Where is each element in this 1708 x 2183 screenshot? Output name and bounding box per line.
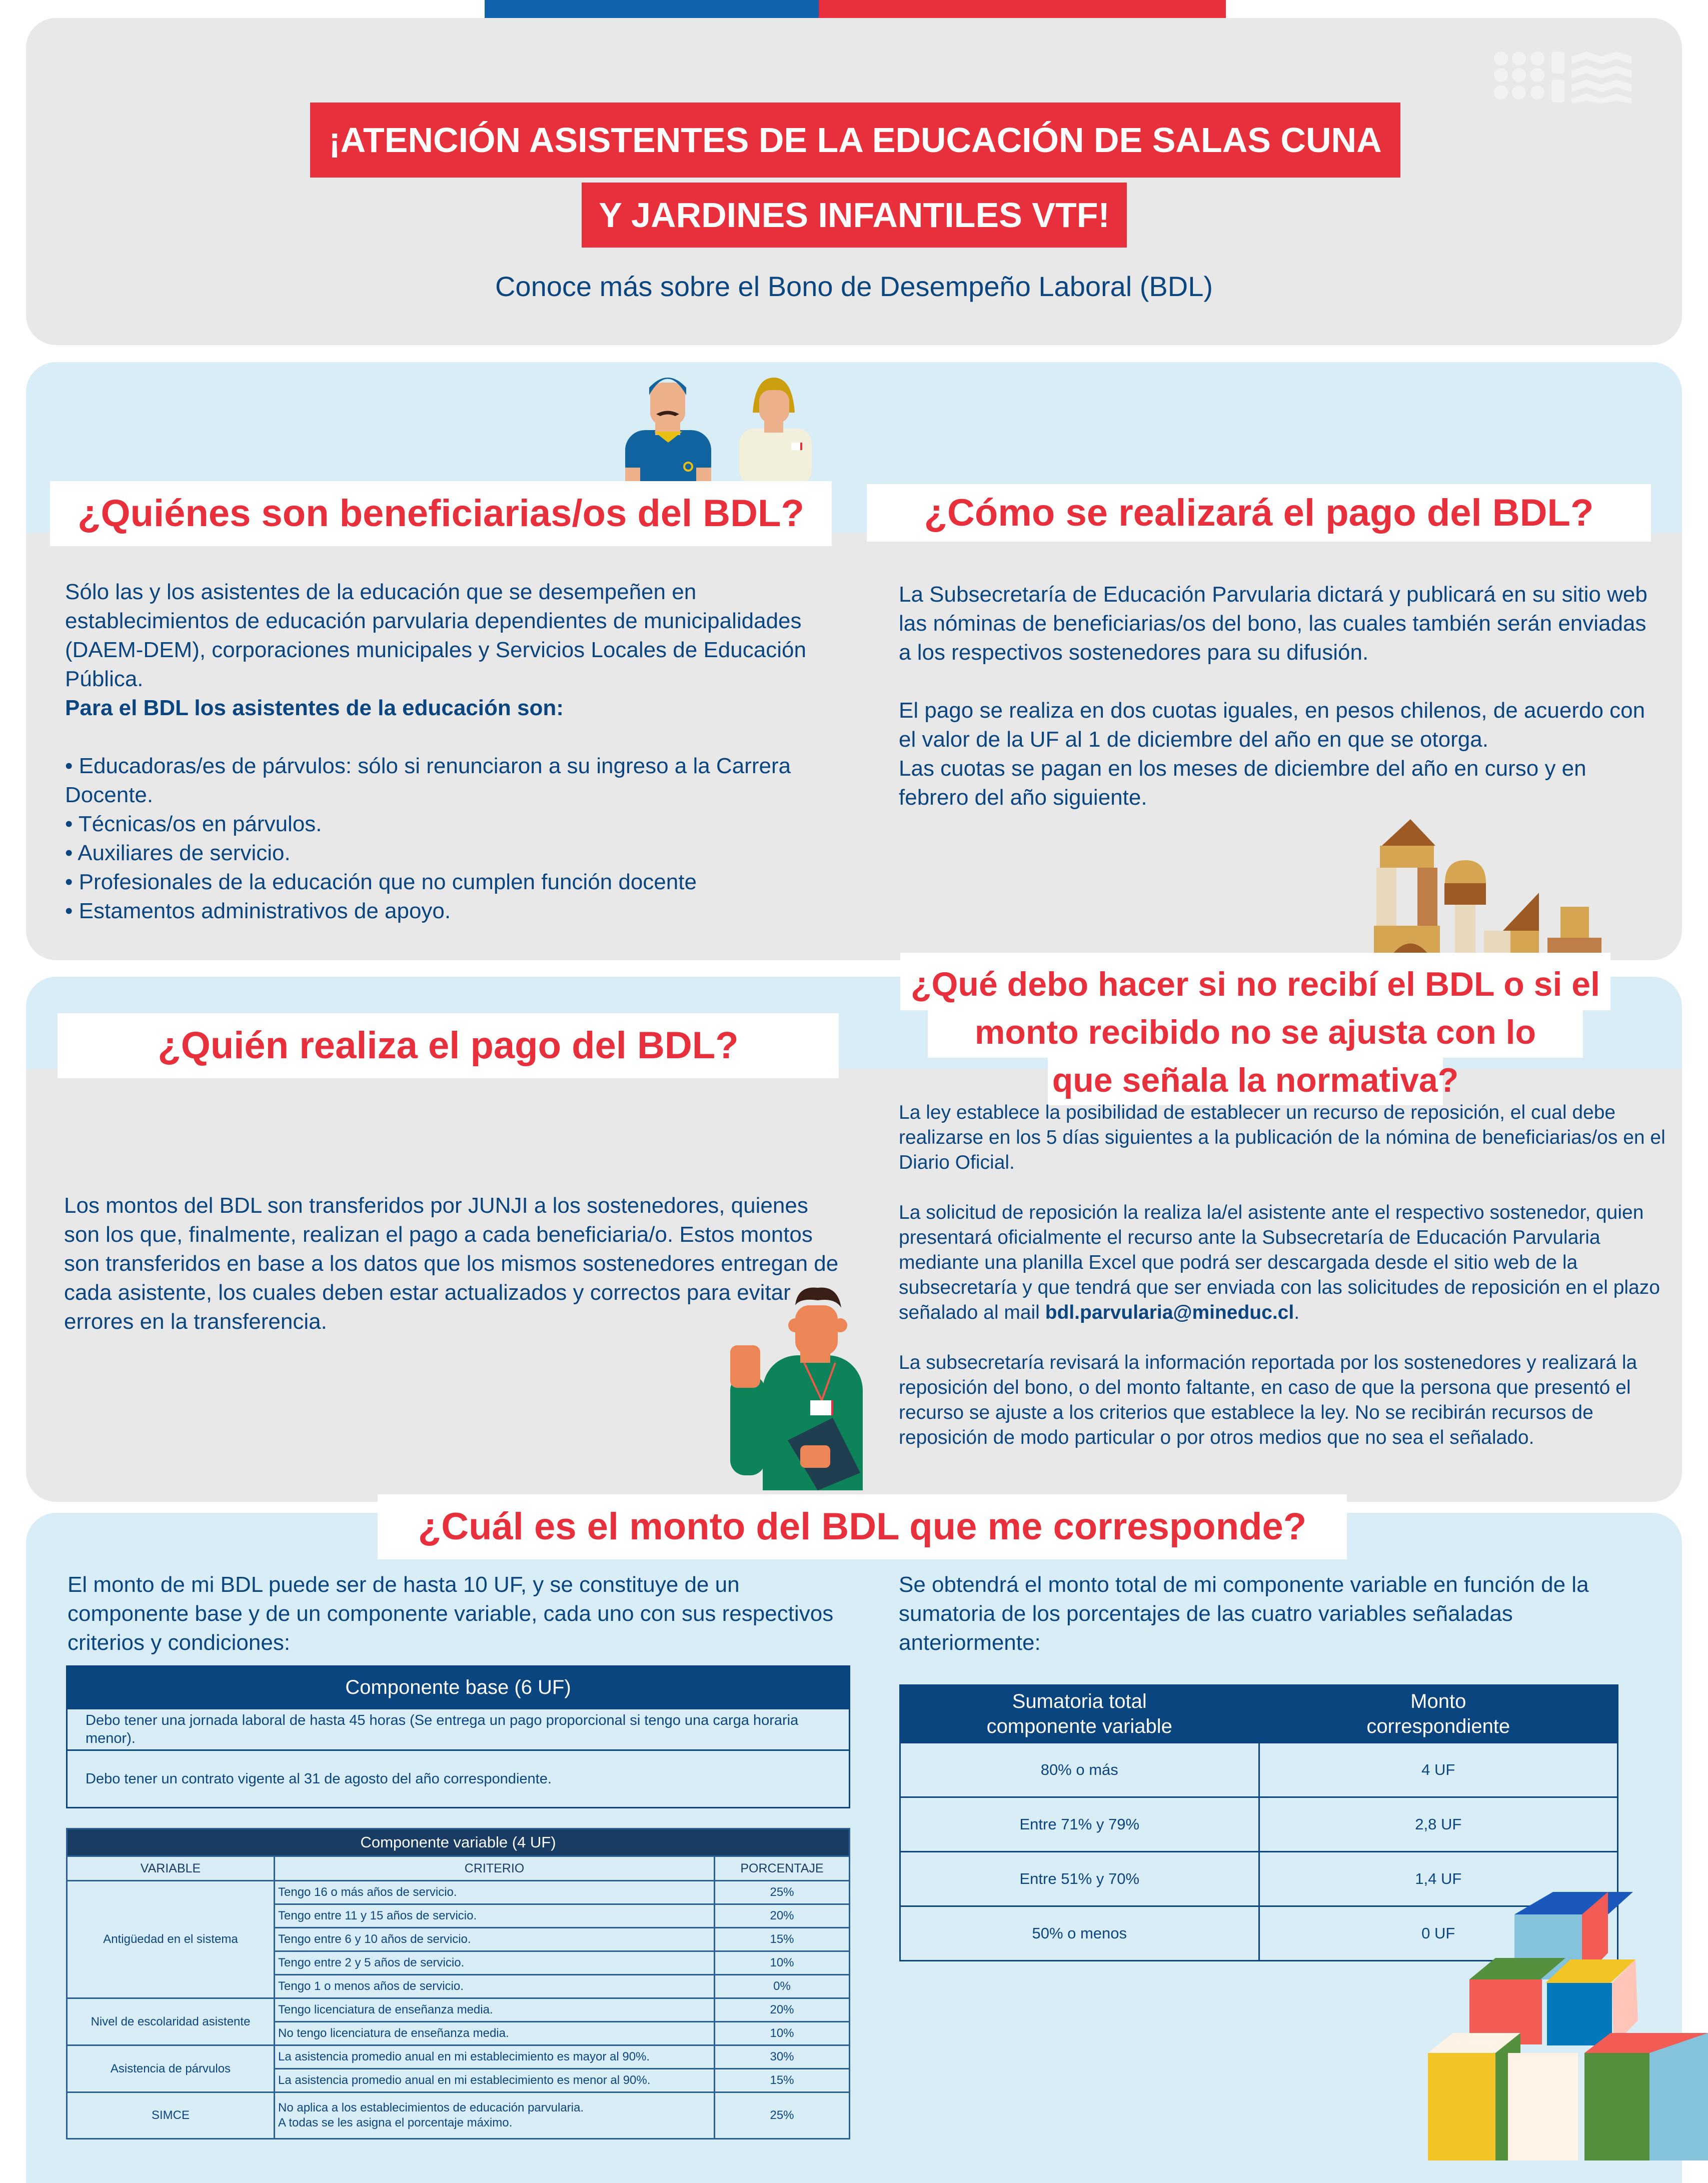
- assistants-illustration-icon: [610, 368, 820, 485]
- pago-body: [899, 580, 1659, 812]
- toy-cubes-icon: [1425, 1890, 1708, 2160]
- variable-cell: Asistencia de párvulos: [67, 2045, 275, 2092]
- porcentaje-cell: 0%: [715, 1975, 850, 1998]
- reclamo-p3: La subsecretaría revisará la información reportada por los sostenedores y realizará la reposición del bono, o del monto faltante, en caso de que la persona que presentó el recurso se ajuste a los criterios que establece la ley. No se recibirán recursos de reposición de modo particular o por otros medios que no sea el señalado.: [899, 1352, 1637, 1448]
- monto-cell: 4 UF: [1259, 1743, 1618, 1797]
- sumatoria-cell: 80% o más: [900, 1743, 1259, 1797]
- header-line: correspondiente: [1366, 1715, 1510, 1737]
- reclamo-p2-wrap: [899, 1200, 1679, 1325]
- porcentaje-cell: 20%: [715, 1998, 850, 2022]
- variable-cell: Nivel de escolaridad asistente: [67, 1998, 275, 2045]
- reclamo-title: [900, 960, 1610, 1104]
- criterio-cell: Tengo licenciatura de enseñanza media.: [275, 1998, 715, 2022]
- reclamo-email-suffix: .: [1294, 1302, 1300, 1323]
- reclamo-p1: La ley establece la posibilidad de establecer un recurso de reposición, el cual debe realizarse en los 5 días siguientes a la publicación de la nómina de beneficiarias/os en el Diario Oficial.: [899, 1102, 1665, 1173]
- sumatoria-cell: Entre 51% y 70%: [900, 1852, 1259, 1906]
- porcentaje-cell: 10%: [715, 1951, 850, 1975]
- wooden-blocks-icon: [1360, 819, 1610, 960]
- col-header-sumatoria: [900, 1685, 1259, 1743]
- header-title-line1: ¡ATENCIÓN ASISTENTES DE LA EDUCACIÓN DE SALAS CUNA: [310, 103, 1400, 178]
- monto-intro-right: Se obtendrá el monto total de mi componente variable en función de la sumatoria de los porcentajes de las cuatro variables señaladas anteriormente:: [899, 1572, 1589, 1655]
- criterio-cell: La asistencia promedio anual en mi establecimiento es mayor al 90%.: [275, 2045, 715, 2069]
- reclamo-title-line2: monto recibido no se ajusta con lo: [974, 1013, 1536, 1051]
- porcentaje-cell: 25%: [715, 1881, 850, 1904]
- col-header-porcentaje: PORCENTAJE: [715, 1856, 850, 1881]
- beneficiarias-body: [65, 578, 840, 926]
- table-row: [67, 2092, 850, 2139]
- header-title-line2: Y JARDINES INFANTILES VTF!: [582, 183, 1127, 248]
- header-line: Monto: [1410, 1690, 1466, 1712]
- government-logo-icon: [1493, 47, 1635, 104]
- base-table-title: Componente base (6 UF): [67, 1666, 850, 1709]
- beneficiarias-intro: Sólo las y los asistentes de la educación que se desempeñen en establecimientos de educación parvularia dependientes de municipalidades (DAEM-DEM), corporaciones municipales y Servicios Locales de Educación Pública.: [65, 580, 806, 691]
- beneficiarias-item: • Técnicas/os en párvulos.: [65, 812, 322, 836]
- criterio-cell: La asistencia promedio anual en mi establecimiento es menor al 90%.: [275, 2069, 715, 2092]
- table-row: [67, 2045, 850, 2069]
- porcentaje-cell: 30%: [715, 2045, 850, 2069]
- pago-p2: El pago se realiza en dos cuotas iguales, en pesos chilenos, de acuerdo con el valor de la UF al 1 de diciembre del año en que se otorga.: [899, 698, 1645, 752]
- criterio-cell: [275, 2092, 715, 2139]
- assistant-waving-illustration-icon: [715, 1280, 870, 1490]
- header-subtitle: Conoce más sobre el Bono de Desempeño Laboral (BDL): [495, 271, 1213, 302]
- base-component-table: [66, 1665, 850, 1808]
- reclamo-body: [899, 1100, 1679, 1450]
- porcentaje-cell: 20%: [715, 1904, 850, 1928]
- beneficiarias-item: • Estamentos administrativos de apoyo.: [65, 899, 451, 923]
- beneficiarias-title: ¿Quiénes son beneficiarias/os del BDL?: [50, 481, 832, 546]
- beneficiarias-item: • Auxiliares de servicio.: [65, 841, 291, 865]
- beneficiarias-item: • Educadoras/es de párvulos: sólo si renunciaron a su ingreso a la Carrera Docente.: [65, 754, 791, 807]
- variable-component-table: [66, 1828, 850, 2139]
- criterio-line: No aplica a los establecimientos de educación parvularia.: [278, 2101, 584, 2114]
- table-row: [900, 1743, 1618, 1797]
- porcentaje-cell: 10%: [715, 2022, 850, 2045]
- porcentaje-cell: 15%: [715, 2069, 850, 2092]
- monto-title: ¿Cuál es el monto del BDL que me corresponde?: [378, 1494, 1347, 1559]
- variable-table-title: Componente variable (4 UF): [67, 1829, 850, 1856]
- porcentaje-cell: 25%: [715, 2092, 850, 2139]
- variable-cell: Antigüedad en el sistema: [67, 1881, 275, 1998]
- pago-p1: La Subsecretaría de Educación Parvularia dictará y publicará en su sitio web las nóminas de beneficiarias/os del bono, las cuales también serán enviadas a los respectivos sostenedores para su difusión.: [899, 582, 1647, 665]
- reclamo-p2: La solicitud de reposición la realiza la/el asistente ante el respectivo sostenedor, quien presentará oficialmente el recurso ante la Subsecretaría de Educación Parvularia mediante una planilla Excel que podrá ser descargada desde el sitio web de la subsecretaría y que tendrá que ser enviada con las solicitudes de reposición en el plazo señalado al mail: [899, 1202, 1660, 1323]
- reclamo-title-line3: que señala la normativa?: [1052, 1061, 1459, 1099]
- monto-cell: 0 UF: [1259, 1906, 1618, 1961]
- criterio-line: A todas se les asigna el porcentaje máximo.: [278, 2116, 513, 2129]
- sumatoria-cell: 50% o menos: [900, 1906, 1259, 1961]
- criterio-cell: Tengo entre 6 y 10 años de servicio.: [275, 1928, 715, 1951]
- criterio-cell: Tengo entre 2 y 5 años de servicio.: [275, 1951, 715, 1975]
- header-line: componente variable: [986, 1715, 1172, 1737]
- col-header-criterio: CRITERIO: [275, 1856, 715, 1881]
- criterio-cell: Tengo entre 11 y 15 años de servicio.: [275, 1904, 715, 1928]
- table-row: [67, 1709, 850, 1750]
- col-header-monto: [1259, 1685, 1618, 1743]
- criterio-cell: Tengo 16 o más años de servicio.: [275, 1881, 715, 1904]
- base-row-1: Debo tener una jornada laboral de hasta 45 horas (Se entrega un pago proporcional si tengo una carga horaria menor).: [67, 1709, 850, 1750]
- porcentaje-cell: 15%: [715, 1928, 850, 1951]
- criterio-cell: Tengo 1 o menos años de servicio.: [275, 1975, 715, 1998]
- monto-cell: 2,8 UF: [1259, 1797, 1618, 1852]
- header-line: Sumatoria total: [1012, 1690, 1147, 1712]
- reclamo-title-line1: ¿Qué debo hacer si no recibí el BDL o si el: [911, 965, 1600, 1003]
- sumatoria-cell: Entre 71% y 79%: [900, 1797, 1259, 1852]
- pago-title: ¿Cómo se realizará el pago del BDL?: [867, 484, 1651, 542]
- table-row: [900, 1797, 1618, 1852]
- pago-p3: Las cuotas se pagan en los meses de diciembre del año en curso y en febrero del año siguiente.: [899, 756, 1586, 810]
- monto-cell: 1,4 UF: [1259, 1852, 1618, 1906]
- monto-intro-left: El monto de mi BDL puede ser de hasta 10 UF, y se constituye de un componente base y de un componente variable, cada uno con sus respectivos criterios y condiciones:: [68, 1572, 834, 1655]
- criterio-cell: No tengo licenciatura de enseñanza media.: [275, 2022, 715, 2045]
- base-row-2: Debo tener un contrato vigente al 31 de agosto del año correspondiente.: [67, 1750, 850, 1808]
- col-header-variable: VARIABLE: [67, 1856, 275, 1881]
- reclamo-email-link[interactable]: bdl.parvularia@mineduc.cl: [1045, 1302, 1294, 1323]
- beneficiarias-item: • Profesionales de la educación que no cumplen función docente: [65, 870, 697, 894]
- table-row: [67, 1881, 850, 1904]
- quien-title: ¿Quién realiza el pago del BDL?: [58, 1013, 839, 1078]
- table-row: [67, 1998, 850, 2022]
- table-row: [67, 1750, 850, 1808]
- quien-body: Los montos del BDL son transferidos por JUNJI a los sostenedores, quienes son los que, finalmente, realizan el pago a cada beneficiaria/o. Estos montos son transferidos en base a los datos que los mismos sostenedores entregan de cada asistente, los cuales deben estar actualizados y correctos para evitar errores en la transferencia.: [64, 1193, 839, 1334]
- beneficiarias-lead: Para el BDL los asistentes de la educación son:: [65, 696, 564, 720]
- variable-cell: SIMCE: [67, 2092, 275, 2139]
